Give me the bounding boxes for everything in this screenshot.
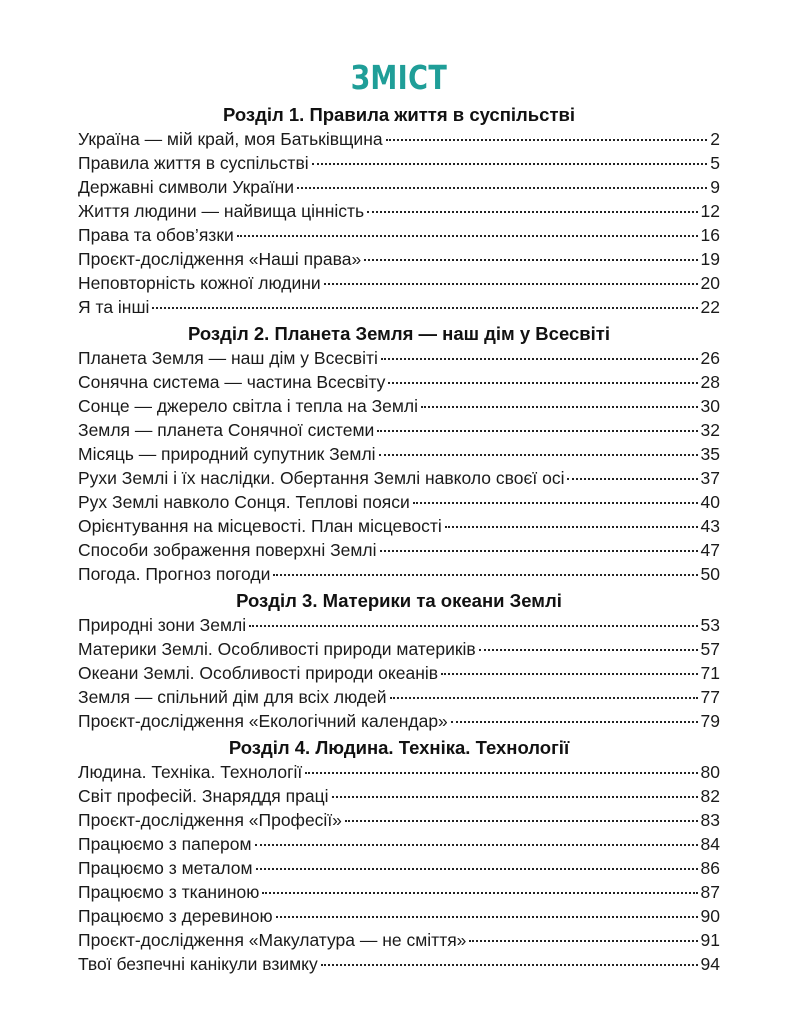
section-heading: Розділ 2. Планета Земля — наш дім у Всесвіті [187,323,611,344]
entry-title: Планета Земля — наш дім у Всесвіті [78,348,378,368]
dot-leader [364,259,697,261]
toc-entry [78,418,720,442]
toc-entry [78,151,720,175]
toc-section [78,103,720,319]
dot-leader [262,892,697,894]
page-number: 47 [700,540,720,560]
page-number: 86 [700,858,720,878]
toc-entry [78,784,720,808]
entry-title: Орієнтування на місцевості. План місцевості [78,516,442,536]
toc-entry [78,466,720,490]
dot-leader [332,796,698,798]
page-number: 37 [700,468,720,488]
dot-leader [388,382,697,384]
page-number: 16 [700,225,720,245]
entry-title: Я та інші [78,297,150,317]
section-heading: Розділ 1. Правила життя в суспільстві [222,104,576,125]
entry-list [78,127,720,319]
dot-leader [305,772,697,774]
toc-entry [78,370,720,394]
entry-title: Погода. Прогноз погоди [78,564,271,584]
dot-leader [237,235,698,237]
toc-entry [78,661,720,685]
entry-title: Місяць — природний супутник Землі [78,444,376,464]
entry-title: Земля — планета Сонячної системи [78,420,375,440]
page-number: 77 [700,687,720,707]
entry-title: Людина. Техніка. Технології [78,762,303,782]
page-number: 28 [700,372,720,392]
entry-title: Океани Землі. Особливості природи океанів [78,663,439,683]
page-title: ЗМІСТ [350,58,448,97]
dot-leader [379,454,698,456]
dot-leader [152,307,697,309]
page-number: 94 [700,954,720,974]
dot-leader [367,211,697,213]
page-number: 87 [700,882,720,902]
entry-title: Державні символи України [78,177,295,197]
page-number: 53 [700,615,720,635]
dot-leader [345,820,698,822]
entry-title: Життя людини — найвища цінність [78,201,365,221]
page-number: 91 [700,930,720,950]
table-of-contents [78,58,720,976]
toc-entry [78,223,720,247]
dot-leader [324,283,698,285]
entry-title: Сонце — джерело світла і тепла на Землі [78,396,419,416]
dot-leader [441,673,697,675]
entry-title: Працюємо з папером [78,834,252,854]
toc-sections [78,103,720,976]
page-number: 19 [700,249,720,269]
toc-entry [78,928,720,952]
page-number: 80 [700,762,720,782]
dot-leader [380,550,698,552]
dot-leader [297,187,707,189]
toc-entry [78,271,720,295]
entry-title: Проєкт-дослідження «Екологічний календар» [78,711,448,731]
toc-entry [78,247,720,271]
entry-title: Працюємо з металом [78,858,253,878]
entry-title: Правила життя в суспільстві [78,153,309,173]
page-number: 71 [700,663,720,683]
dot-leader [390,697,698,699]
toc-entry [78,685,720,709]
dot-leader [249,625,697,627]
toc-entry [78,856,720,880]
dot-leader [421,406,698,408]
toc-entry [78,760,720,784]
toc-entry [78,295,720,319]
entry-title: Проєкт-дослідження «Наші права» [78,249,362,269]
entry-title: Твої безпечні канікули взимку [78,954,318,974]
entry-title: Світ професій. Знаряддя праці [78,786,329,806]
toc-section [78,736,720,976]
entry-title: Проєкт-дослідження «Професії» [78,810,342,830]
toc-entry [78,832,720,856]
dot-leader [377,430,697,432]
entry-title: Працюємо з тканиною [78,882,260,902]
dot-leader [567,478,697,480]
entry-title: Земля — спільний дім для всіх людей [78,687,387,707]
page-number: 30 [700,396,720,416]
toc-entry [78,442,720,466]
page-number: 90 [700,906,720,926]
toc-entry [78,613,720,637]
toc-entry [78,904,720,928]
toc-entry [78,808,720,832]
toc-section [78,589,720,733]
toc-section [78,322,720,586]
entry-title: Україна — мій край, моя Батьківщина [78,129,383,149]
entry-title: Материки Землі. Особливості природи материків [78,639,476,659]
page-number: 35 [700,444,720,464]
entry-list [78,346,720,586]
page-number: 26 [700,348,720,368]
toc-entry [78,514,720,538]
toc-entry [78,490,720,514]
page-number: 12 [700,201,720,221]
entry-title: Працюємо з деревиною [78,906,273,926]
toc-entry [78,952,720,976]
page-number: 57 [700,639,720,659]
section-heading: Розділ 3. Материки та океани Землі [236,590,562,611]
dot-leader [451,721,698,723]
page-number: 2 [710,129,720,149]
page-number: 40 [700,492,720,512]
toc-entry [78,637,720,661]
page-number: 9 [710,177,720,197]
entry-title: Сонячна система — частина Всесвіту [78,372,386,392]
page-number: 22 [700,297,720,317]
toc-entry [78,127,720,151]
dot-leader [256,868,698,870]
dot-leader [445,526,698,528]
entry-list [78,613,720,733]
toc-entry [78,175,720,199]
page-number: 82 [700,786,720,806]
dot-leader [321,964,698,966]
dot-leader [413,502,698,504]
dot-leader [469,940,697,942]
entry-title: Рухи Землі і їх наслідки. Обертання Землі навколо своєї осі [78,468,565,488]
page-number: 84 [700,834,720,854]
page-number: 50 [700,564,720,584]
dot-leader [312,163,708,165]
dot-leader [276,916,698,918]
dot-leader [386,139,708,141]
toc-entry [78,199,720,223]
page-number: 83 [700,810,720,830]
entry-title: Права та обов’язки [78,225,234,245]
dot-leader [255,844,698,846]
entry-title: Природні зони Землі [78,615,247,635]
dot-leader [381,358,698,360]
toc-entry [78,394,720,418]
page-number: 20 [700,273,720,293]
page-number: 32 [700,420,720,440]
entry-title: Способи зображення поверхні Землі [78,540,377,560]
toc-entry [78,538,720,562]
entry-title: Рух Землі навколо Сонця. Теплові пояси [78,492,410,512]
toc-entry [78,346,720,370]
page-number: 79 [700,711,720,731]
dot-leader [479,649,698,651]
dot-leader [273,574,697,576]
entry-title: Проєкт-дослідження «Макулатура — не сміття» [78,930,467,950]
entry-title: Неповторність кожної людини [78,273,321,293]
toc-entry [78,562,720,586]
entry-list [78,760,720,976]
toc-entry [78,709,720,733]
page-number: 43 [700,516,720,536]
page-number: 5 [710,153,720,173]
section-heading: Розділ 4. Людина. Техніка. Технології [228,737,570,758]
toc-entry [78,880,720,904]
